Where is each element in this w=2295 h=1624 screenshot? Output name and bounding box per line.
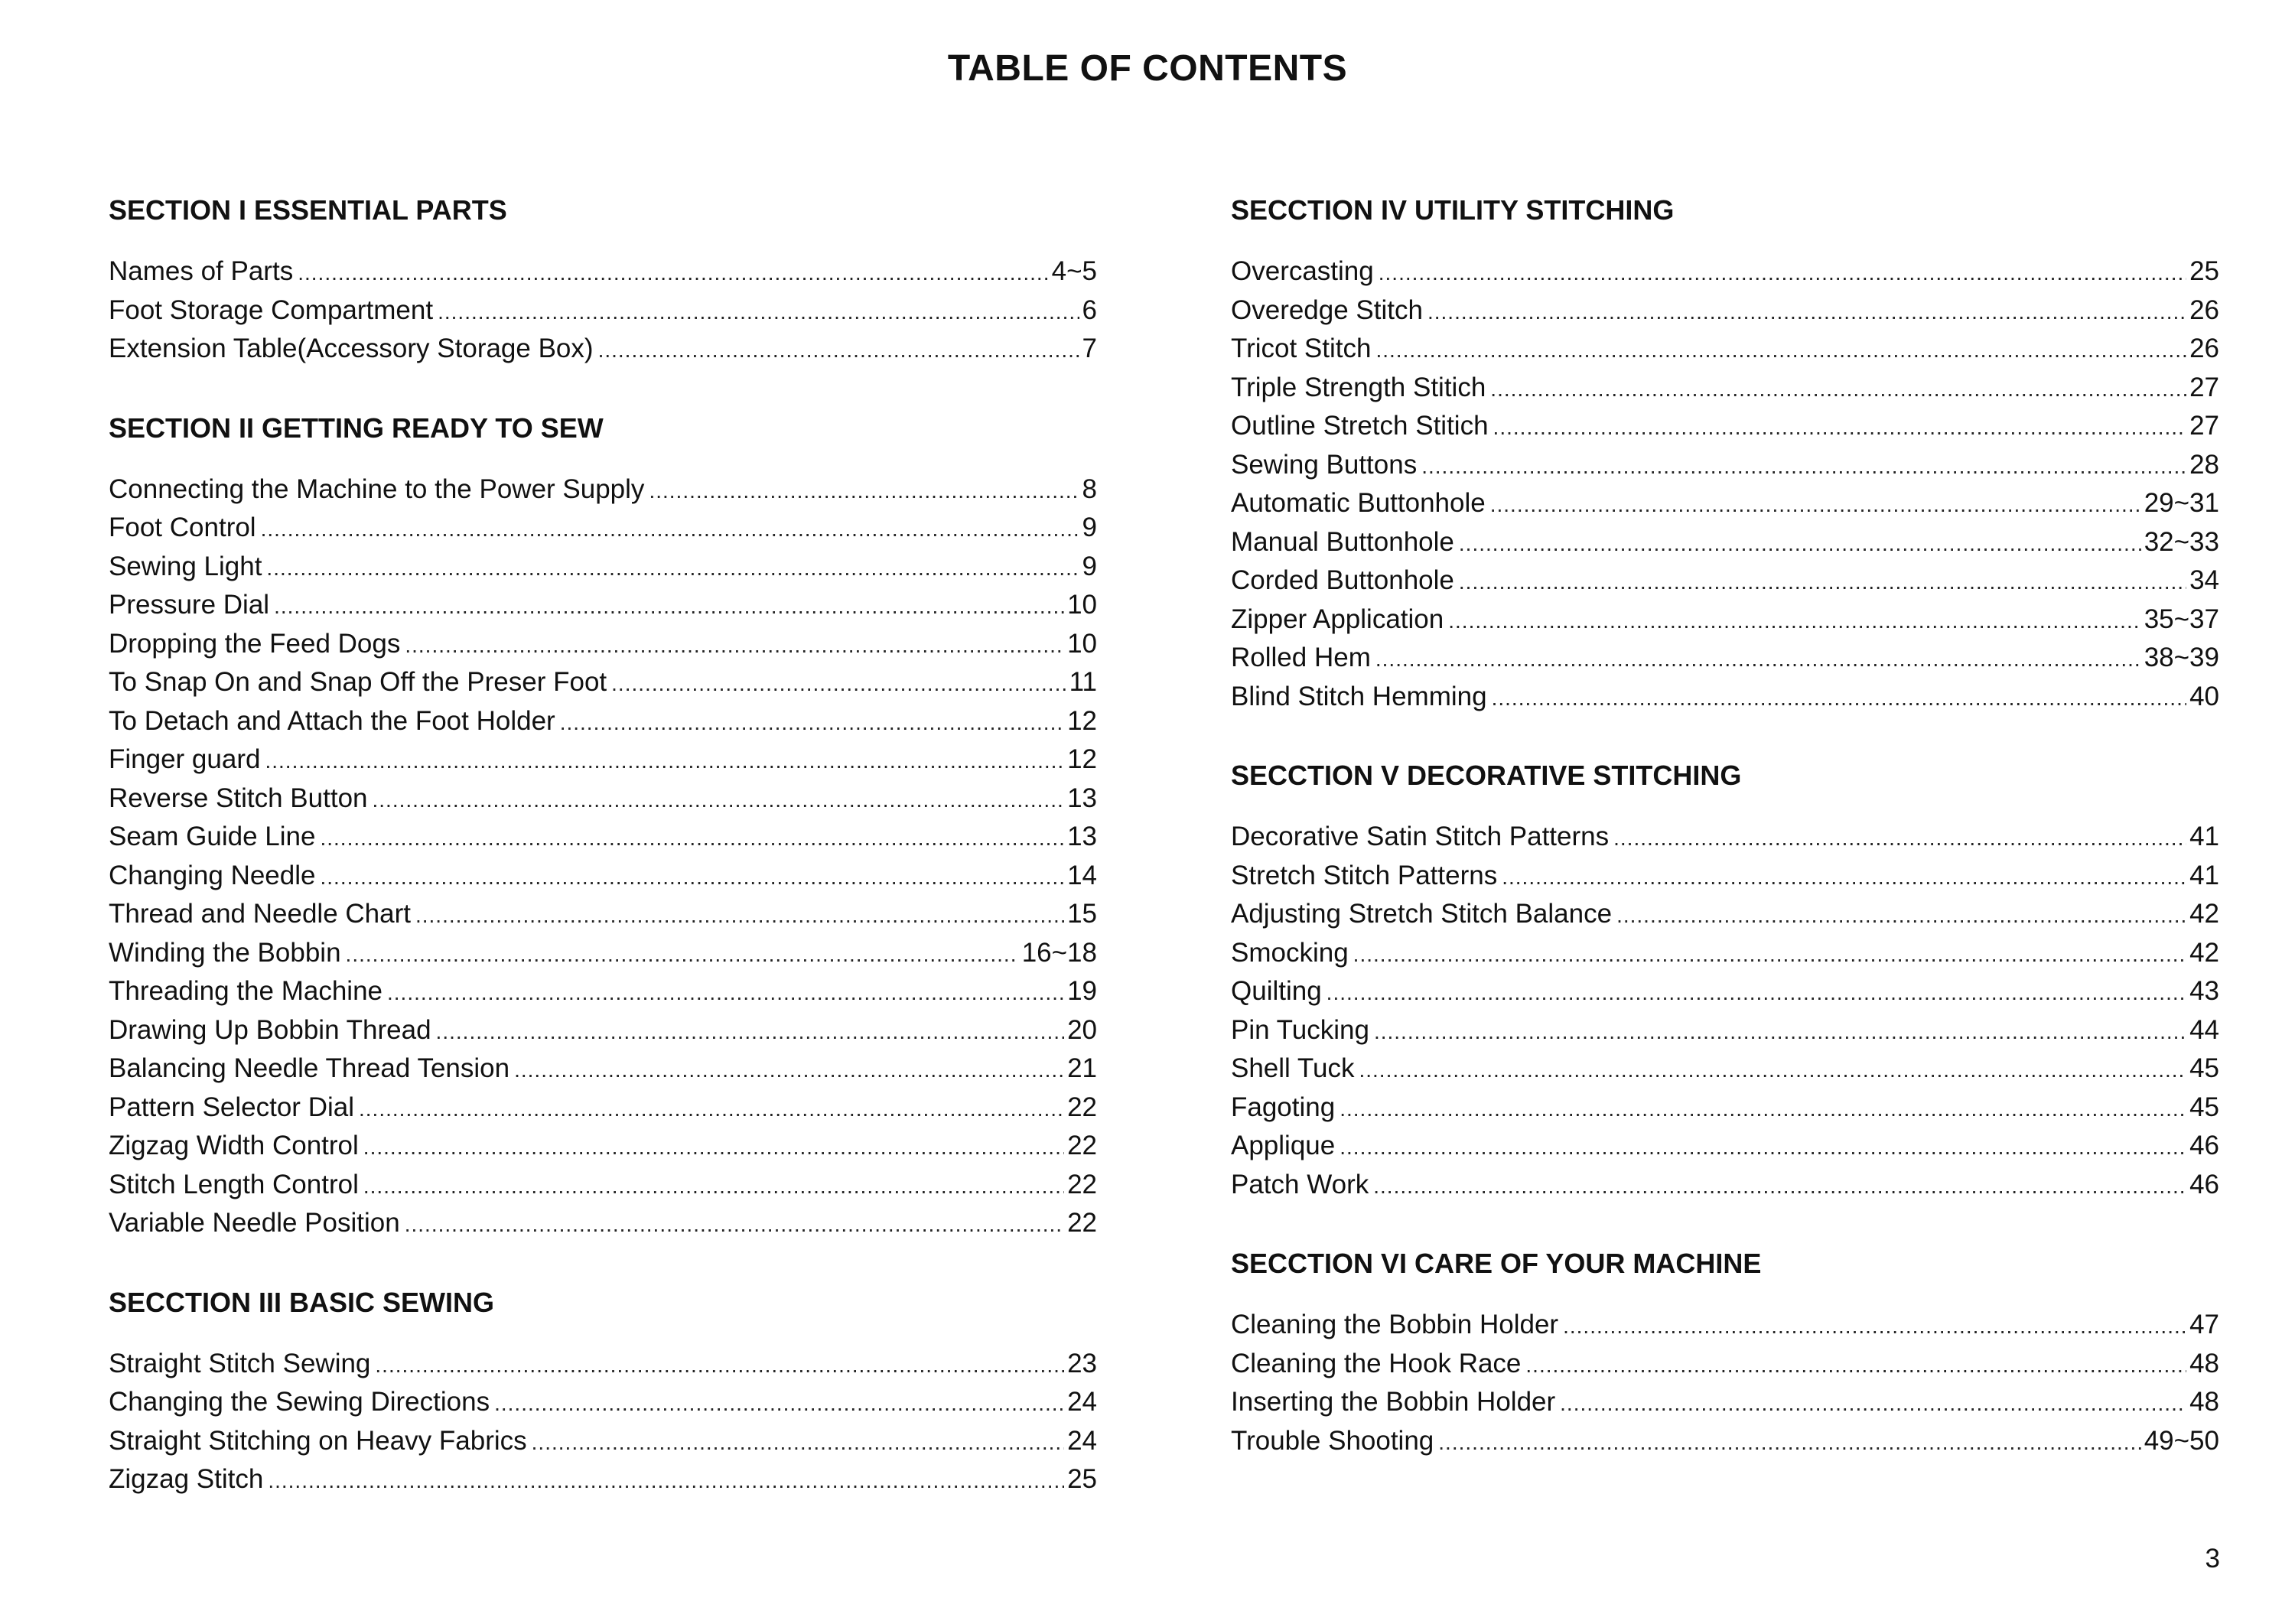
toc-entry-page: 26 — [2189, 334, 2219, 363]
toc-entry-to-detach-and-attach-the-foot-holder[interactable] — [109, 702, 1097, 741]
toc-entry-variable-needle-position[interactable] — [109, 1204, 1097, 1243]
toc-entry-page: 4~5 — [1051, 256, 1097, 286]
section-heading: SECCTION VI CARE OF YOUR MACHINE — [1231, 1248, 1762, 1279]
toc-entry-zigzag-width-control[interactable] — [109, 1127, 1097, 1166]
toc-entry-title: Manual Buttonhole — [1231, 526, 1454, 557]
toc-entry-title: Pin Tucking — [1231, 1014, 1369, 1045]
toc-entry-title: Zipper Application — [1231, 604, 1444, 634]
toc-entry-cleaning-the-hook-race[interactable] — [1231, 1345, 2219, 1384]
dot-leader — [532, 1424, 1064, 1463]
dot-leader — [514, 1051, 1064, 1090]
left-column — [109, 190, 1097, 1538]
dot-leader — [1353, 936, 2186, 975]
toc-entry-page: 15 — [1067, 899, 1097, 929]
toc-entry-page: 25 — [1067, 1464, 1097, 1494]
toc-entry-pin-tucking[interactable] — [1231, 1011, 2219, 1050]
toc-entry-pressure-dial[interactable] — [109, 586, 1097, 625]
toc-entry-sewing-light[interactable] — [109, 548, 1097, 587]
dot-leader — [1560, 1385, 2186, 1424]
toc-entry-thread-and-needle-chart[interactable] — [109, 895, 1097, 934]
toc-entry-title: Dropping the Feed Dogs — [109, 628, 401, 659]
toc-entry-winding-the-bobbin[interactable] — [109, 934, 1097, 973]
toc-entry-title: Overcasting — [1231, 256, 1374, 286]
dot-leader — [1340, 1090, 2186, 1129]
toc-entry-title: Winding the Bobbin — [109, 937, 341, 968]
toc-entry-page: 46 — [2189, 1131, 2219, 1160]
toc-entry-cleaning-the-bobbin-holder[interactable] — [1231, 1306, 2219, 1345]
dot-leader — [436, 1013, 1065, 1052]
dot-leader — [1502, 858, 2186, 897]
toc-section — [1231, 190, 2219, 716]
toc-entry-title: Automatic Buttonhole — [1231, 488, 1486, 518]
toc-entry-rolled-hem[interactable] — [1231, 639, 2219, 678]
toc-entry-title: Tricot Stitch — [1231, 334, 1372, 363]
toc-entry-changing-needle[interactable] — [109, 857, 1097, 896]
toc-entry-page: 46 — [2189, 1169, 2219, 1199]
toc-entry-title: Seam Guide Line — [109, 822, 316, 851]
dot-leader — [1563, 1307, 2186, 1346]
toc-entry-title: Zigzag Stitch — [109, 1464, 264, 1494]
dot-leader — [611, 665, 1066, 704]
toc-entry-page: 29~31 — [2144, 488, 2219, 518]
toc-entry-title: Drawing Up Bobbin Thread — [109, 1014, 431, 1045]
section-heading: SECTION I ESSENTIAL PARTS — [109, 194, 507, 226]
dot-leader — [1373, 1167, 2186, 1206]
dot-leader — [405, 1206, 1064, 1245]
toc-entry-straight-stitch-sewing[interactable] — [109, 1345, 1097, 1384]
toc-entry-straight-stitching-on-heavy-fabrics[interactable] — [109, 1422, 1097, 1461]
toc-entry-stitch-length-control[interactable] — [109, 1166, 1097, 1205]
right-column — [1231, 190, 2219, 1499]
toc-entry-threading-the-machine[interactable] — [109, 972, 1097, 1011]
toc-entry-title: Straight Stitching on Heavy Fabrics — [109, 1425, 527, 1456]
toc-entry-title: Applique — [1231, 1131, 1336, 1160]
toc-entry-decorative-satin-stitch-patterns[interactable] — [1231, 818, 2219, 857]
toc-entry-blind-stitch-hemming[interactable] — [1231, 678, 2219, 717]
toc-entry-finger-guard[interactable] — [109, 740, 1097, 779]
toc-entry-changing-the-sewing-directions[interactable] — [109, 1383, 1097, 1422]
toc-entry-outline-stretch-stitich[interactable] — [1231, 407, 2219, 446]
toc-entry-trouble-shooting[interactable] — [1231, 1422, 2219, 1461]
toc-entry-title: Smocking — [1231, 937, 1349, 968]
toc-entry-seam-guide-line[interactable] — [109, 818, 1097, 857]
toc-entry-title: Threading the Machine — [109, 976, 382, 1006]
toc-entry-title: Foot Control — [109, 513, 256, 542]
toc-entry-automatic-buttonhole[interactable] — [1231, 484, 2219, 523]
dot-leader — [598, 331, 1079, 370]
toc-entry-title: Overedge Stitch — [1231, 295, 1423, 325]
toc-entry-page: 49~50 — [2144, 1425, 2219, 1456]
toc-entry-zipper-application[interactable] — [1231, 600, 2219, 640]
toc-entry-tricot-stitch[interactable] — [1231, 330, 2219, 369]
toc-entry-triple-strength-stitich[interactable] — [1231, 369, 2219, 408]
page-number: 3 — [2205, 1544, 2220, 1574]
toc-entry-page: 12 — [1067, 744, 1097, 774]
section-heading: SECCTION III BASIC SEWING — [109, 1286, 495, 1318]
toc-entry-title: Variable Needle Position — [109, 1208, 400, 1238]
dot-leader — [1490, 486, 2141, 525]
toc-entry-page: 13 — [1067, 822, 1097, 851]
toc-entry-connecting-the-machine-to-the-power-supply[interactable] — [109, 470, 1097, 509]
toc-entry-page: 45 — [2189, 1053, 2219, 1083]
toc-entry-page: 27 — [2189, 411, 2219, 441]
toc-entry-page: 43 — [2189, 976, 2219, 1006]
toc-entry-stretch-stitch-patterns[interactable] — [1231, 857, 2219, 896]
toc-entry-page: 47 — [2189, 1310, 2219, 1339]
toc-entry-page: 7 — [1082, 334, 1097, 363]
toc-entry-balancing-needle-thread-tension[interactable] — [109, 1050, 1097, 1089]
toc-entry-page: 22 — [1067, 1131, 1097, 1160]
dot-leader — [320, 858, 1064, 897]
toc-entry-applique[interactable] — [1231, 1127, 2219, 1166]
toc-entry-page: 6 — [1082, 295, 1097, 325]
dot-leader — [375, 1346, 1064, 1385]
toc-entry-page: 48 — [2189, 1387, 2219, 1417]
toc-entry-page: 10 — [1067, 590, 1097, 620]
toc-entry-title: To Detach and Attach the Foot Holder — [109, 705, 555, 736]
toc-entry-title: Foot Storage Compartment — [109, 295, 434, 325]
toc-entry-title: Cleaning the Bobbin Holder — [1231, 1310, 1559, 1339]
toc-entry-page: 12 — [1067, 705, 1097, 736]
toc-entry-title: Zigzag Width Control — [109, 1131, 359, 1160]
dot-leader — [1459, 525, 2141, 564]
page-title: TABLE OF CONTENTS — [947, 48, 1348, 89]
dot-leader — [1375, 331, 2186, 370]
toc-entry-drawing-up-bobbin-thread[interactable] — [109, 1011, 1097, 1050]
dot-leader — [373, 781, 1065, 820]
toc-entry-to-snap-on-and-snap-off-the-preser-foot[interactable] — [109, 663, 1097, 702]
dot-leader — [438, 293, 1079, 332]
toc-section — [109, 190, 1097, 369]
toc-entry-page: 38~39 — [2144, 643, 2219, 672]
dot-leader — [1379, 254, 2186, 293]
dot-leader — [1327, 974, 2186, 1013]
dot-leader — [1421, 447, 2186, 487]
dot-leader — [494, 1385, 1064, 1424]
toc-entry-page: 19 — [1067, 976, 1097, 1006]
toc-entry-title: Blind Stitch Hemming — [1231, 681, 1487, 711]
toc-entry-page: 24 — [1067, 1425, 1097, 1456]
toc-entry-sewing-buttons[interactable] — [1231, 446, 2219, 485]
toc-entry-title: Outline Stretch Stitich — [1231, 411, 1489, 441]
dot-leader — [649, 472, 1079, 511]
toc-entry-title: Quilting — [1231, 976, 1322, 1006]
toc-entry-foot-storage-compartment[interactable] — [109, 291, 1097, 330]
toc-entry-page: 27 — [2189, 372, 2219, 402]
toc-entry-pattern-selector-dial[interactable] — [109, 1089, 1097, 1128]
toc-entry-page: 48 — [2189, 1348, 2219, 1378]
dot-leader — [359, 1090, 1064, 1129]
dot-leader — [1448, 602, 2140, 641]
toc-entry-overedge-stitch[interactable] — [1231, 291, 2219, 330]
dot-leader — [405, 626, 1064, 666]
toc-entry-foot-control[interactable] — [109, 509, 1097, 548]
dot-leader — [1375, 640, 2141, 679]
section-heading: SECCTION V DECORATIVE STITCHING — [1231, 760, 1742, 791]
toc-entry-page: 23 — [1067, 1348, 1097, 1378]
toc-section — [1231, 1243, 2219, 1460]
toc-entry-page: 22 — [1067, 1169, 1097, 1199]
dot-leader — [1492, 679, 2186, 718]
dot-leader — [320, 819, 1064, 858]
dot-leader — [1374, 1013, 2186, 1052]
dot-leader — [265, 742, 1064, 781]
toc-entry-title: Stretch Stitch Patterns — [1231, 860, 1498, 890]
toc-entry-title: Pattern Selector Dial — [109, 1092, 354, 1122]
toc-entry-page: 13 — [1067, 783, 1097, 813]
dot-leader — [1438, 1424, 2140, 1463]
dot-leader — [363, 1128, 1064, 1167]
dot-leader — [415, 897, 1064, 936]
toc-entry-page: 42 — [2189, 937, 2219, 968]
toc-entry-page: 8 — [1082, 474, 1097, 504]
toc-entry-title: Corded Buttonhole — [1231, 565, 1454, 595]
toc-entry-title: Shell Tuck — [1231, 1053, 1355, 1083]
toc-entry-page: 44 — [2189, 1014, 2219, 1045]
section-heading: SECCTION IV UTILITY STITCHING — [1231, 194, 1675, 226]
toc-entry-dropping-the-feed-dogs[interactable] — [109, 625, 1097, 664]
toc-entry-page: 25 — [2189, 256, 2219, 286]
toc-entry-page: 10 — [1067, 628, 1097, 659]
toc-entry-page: 14 — [1067, 860, 1097, 890]
toc-entry-page: 45 — [2189, 1092, 2219, 1122]
toc-entry-title: Trouble Shooting — [1231, 1425, 1434, 1456]
toc-entry-title: Finger guard — [109, 744, 261, 774]
toc-entry-title: Names of Parts — [109, 256, 294, 286]
toc-entry-zigzag-stitch[interactable] — [109, 1460, 1097, 1499]
dot-leader — [1616, 897, 2186, 936]
toc-entry-title: Stitch Length Control — [109, 1169, 359, 1199]
toc-entry-reverse-stitch-button[interactable] — [109, 779, 1097, 819]
toc-entry-title: Reverse Stitch Button — [109, 783, 368, 813]
toc-entry-page: 9 — [1082, 513, 1097, 542]
toc-entry-patch-work[interactable] — [1231, 1166, 2219, 1205]
toc-section — [1231, 755, 2219, 1204]
toc-entry-corded-buttonhole[interactable] — [1231, 561, 2219, 600]
toc-entry-title: Triple Strength Stitich — [1231, 372, 1486, 402]
dot-leader — [1613, 819, 2186, 858]
toc-entry-page: 26 — [2189, 295, 2219, 325]
toc-entry-title: Sewing Light — [109, 551, 262, 581]
toc-entry-page: 22 — [1067, 1092, 1097, 1122]
toc-entry-page: 42 — [2189, 899, 2219, 929]
toc-entry-manual-buttonhole[interactable] — [1231, 523, 2219, 562]
toc-entry-title: Pressure Dial — [109, 590, 270, 620]
toc-entry-page: 41 — [2189, 822, 2219, 851]
dot-leader — [1359, 1051, 2186, 1090]
toc-entry-fagoting[interactable] — [1231, 1089, 2219, 1128]
toc-entry-page: 20 — [1067, 1014, 1097, 1045]
toc-entry-title: Fagoting — [1231, 1092, 1336, 1122]
toc-entry-page: 9 — [1082, 551, 1097, 581]
toc-entry-page: 28 — [2189, 449, 2219, 480]
toc-entry-smocking[interactable] — [1231, 934, 2219, 973]
toc-entry-adjusting-stretch-stitch-balance[interactable] — [1231, 895, 2219, 934]
toc-entry-page: 40 — [2189, 681, 2219, 711]
dot-leader — [387, 974, 1064, 1013]
toc-entry-page: 11 — [1069, 667, 1097, 697]
toc-section — [109, 408, 1097, 1243]
toc-entry-page: 22 — [1067, 1208, 1097, 1238]
toc-entry-shell-tuck[interactable] — [1231, 1050, 2219, 1089]
dot-leader — [1340, 1128, 2186, 1167]
toc-entry-page: 32~33 — [2144, 526, 2219, 557]
toc-entry-page: 21 — [1067, 1053, 1097, 1083]
dot-leader — [1525, 1346, 2186, 1385]
toc-entry-title: Patch Work — [1231, 1169, 1369, 1199]
toc-entry-title: Decorative Satin Stitch Patterns — [1231, 822, 1610, 851]
toc-entry-page: 41 — [2189, 860, 2219, 890]
toc-entry-title: Thread and Needle Chart — [109, 899, 411, 929]
toc-entry-title: Changing the Sewing Directions — [109, 1387, 490, 1417]
dot-leader — [266, 549, 1079, 588]
dot-leader — [261, 510, 1079, 549]
dot-leader — [274, 587, 1064, 626]
toc-entry-title: Straight Stitch Sewing — [109, 1348, 371, 1378]
dot-leader — [560, 704, 1064, 743]
toc-entry-title: Connecting the Machine to the Power Supply — [109, 474, 645, 504]
toc-entry-page: 16~18 — [1021, 937, 1097, 968]
dot-leader — [363, 1167, 1064, 1206]
toc-section — [109, 1282, 1097, 1499]
dot-leader — [1493, 408, 2187, 447]
toc-entry-inserting-the-bobbin-holder[interactable] — [1231, 1383, 2219, 1422]
dot-leader — [268, 1462, 1064, 1501]
toc-entry-title: Inserting the Bobbin Holder — [1231, 1387, 1556, 1417]
toc-entry-title: Extension Table(Accessory Storage Box) — [109, 334, 594, 363]
toc-entry-title: Changing Needle — [109, 860, 316, 890]
dot-leader — [1490, 370, 2186, 409]
section-heading: SECTION II GETTING READY TO SEW — [109, 412, 604, 444]
toc-entry-title: Sewing Buttons — [1231, 449, 1418, 480]
toc-entry-title: To Snap On and Snap Off the Preser Foot — [109, 667, 607, 697]
toc-entry-extension-table-accessory-storage-box[interactable] — [109, 330, 1097, 369]
dot-leader — [346, 936, 1019, 975]
toc-entry-quilting[interactable] — [1231, 972, 2219, 1011]
toc-entry-names-of-parts[interactable] — [109, 252, 1097, 291]
toc-entry-title: Rolled Hem — [1231, 643, 1371, 672]
toc-entry-page: 34 — [2189, 565, 2219, 595]
toc-entry-title: Balancing Needle Thread Tension — [109, 1053, 510, 1083]
dot-leader — [298, 254, 1048, 293]
toc-entry-page: 24 — [1067, 1387, 1097, 1417]
toc-entry-overcasting[interactable] — [1231, 252, 2219, 291]
toc-entry-title: Adjusting Stretch Stitch Balance — [1231, 899, 1613, 929]
dot-leader — [1427, 293, 2186, 332]
dot-leader — [1459, 563, 2186, 602]
toc-entry-page: 35~37 — [2144, 604, 2219, 634]
toc-entry-title: Cleaning the Hook Race — [1231, 1348, 1522, 1378]
